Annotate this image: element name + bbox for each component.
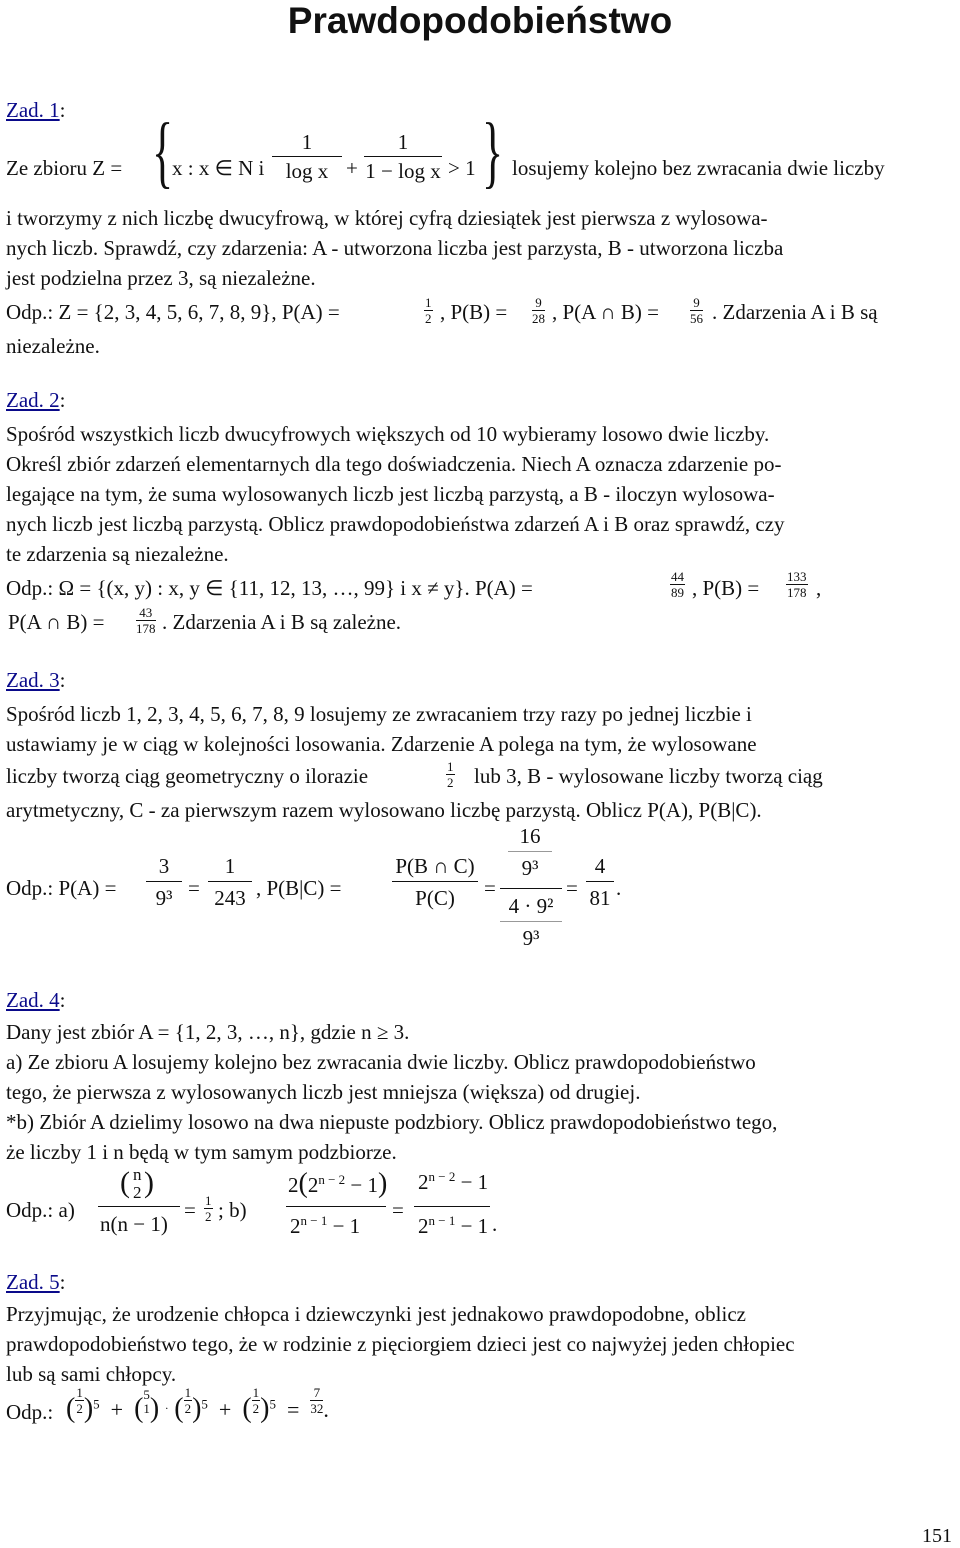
- zad4-line2: a) Ze zbioru A losujemy kolejno bez zwracania dwie liczby. Oblicz prawdopodobieństwo: [6, 1050, 756, 1074]
- zad3-eq2: =: [484, 876, 496, 900]
- left-brace-icon: {: [152, 108, 174, 196]
- zad3-result-frac: 4 81: [586, 856, 614, 909]
- zad4-eq-b: =: [392, 1198, 404, 1222]
- page-title: Prawdopodobieństwo: [287, 0, 673, 41]
- zad4-a-result-frac: 1 2: [205, 1193, 212, 1224]
- zad1-plus: +: [346, 156, 358, 180]
- zad4-b-frac-bar: [286, 1206, 386, 1207]
- zad3-answer: Odp.: P(A) =: [6, 876, 117, 900]
- binom-right-paren-icon: ): [144, 1166, 154, 1199]
- zad4-dot: .: [492, 1212, 498, 1236]
- zad3-line1: Spośród liczb 1, 2, 3, 4, 5, 6, 7, 8, 9 losujemy ze zwracaniem trzy razy po jednej liczbie i: [6, 702, 752, 726]
- zad5-line3: lub są sami chłopcy.: [6, 1362, 177, 1386]
- zad4-b-result-bar: [414, 1206, 490, 1207]
- zad3-compound-top: 16 9³: [508, 826, 552, 879]
- zad3-line3b: lub 3, B - wylosowane liczby tworzą ciąg: [474, 764, 823, 788]
- zad4-heading: Zad. 4:: [6, 988, 66, 1012]
- zad3-ratio-frac: 1 2: [447, 759, 454, 790]
- zad4-a-frac-bar: [98, 1206, 180, 1207]
- zad2-line4: nych liczb jest liczbą parzystą. Oblicz prawdopodobieństwa zdarzeń A i B oraz sprawdź, czy: [6, 512, 785, 536]
- zad2-answer-tail: . Zdarzenia A i B są zależne.: [162, 610, 402, 634]
- zad5-answer: Odp.:: [6, 1400, 54, 1424]
- zad1-answer-line2: niezależne.: [6, 334, 100, 358]
- zad1-frac2: 1 1 − log x: [365, 130, 441, 183]
- zad4-line4: *b) Zbiór A dzielimy losowo na dwa niepuste podzbiory. Oblicz prawdopodobieństwo tego,: [6, 1110, 778, 1134]
- zad2-pa-frac: 44 89: [671, 569, 684, 600]
- zad1-line3: nych liczb. Sprawdź, czy zdarzenia: A - utworzona liczba jest parzysta, B - utworzona liczba: [6, 236, 784, 260]
- zad1-set-condition: x : x ∈ N i: [172, 156, 265, 180]
- zad2-line1: Spośród wszystkich liczb dwucyfrowych większych od 10 wybieramy losowo dwie liczby.: [6, 422, 770, 446]
- zad3-eq1: =: [188, 876, 200, 900]
- zad2-line2: Określ zbiór zdarzeń elementarnych dla tego doświadczenia. Niech A oznacza zdarzenie po-: [6, 452, 782, 476]
- zad5-line1: Przyjmując, że urodzenie chłopca i dziewczynki jest jednakowo prawdopodobne, oblicz: [6, 1302, 746, 1326]
- zad4-b-numerator: $2(2^{n - 2} - 1)$: [288, 1168, 388, 1199]
- zad1-frac1: 1 log x: [272, 132, 342, 182]
- zad1-pb-label: , P(B) =: [440, 300, 508, 324]
- zad2-heading: Zad. 2:: [6, 388, 66, 412]
- zad2-answer: Odp.: Ω = {(x, y) : x, y ∈ {11, 12, 13, …, 99} i x ≠ y}. P(A) =: [6, 576, 533, 600]
- zad3-pa-frac1: 3 9³: [146, 856, 182, 909]
- zad3-pa-frac2: 1 243: [208, 856, 252, 909]
- zad2-pab-frac: 43 178: [136, 605, 156, 636]
- zad3-compound-bottom: 4 · 9² 9³: [500, 896, 562, 949]
- zad3-compound-main-bar: [500, 888, 562, 889]
- binom-left-paren-icon: (: [120, 1166, 130, 1199]
- zad1-answer: Odp.: Z = {2, 3, 4, 5, 6, 7, 8, 9}, P(A) =: [6, 300, 340, 324]
- zad1-pb-frac: 9 28: [532, 295, 545, 326]
- zad4-separator: ; b): [218, 1198, 247, 1222]
- zad2-line5: te zdarzenia są niezależne.: [6, 542, 229, 566]
- page-number: 151: [922, 1525, 952, 1547]
- zad3-eq3: =: [566, 876, 578, 900]
- zad3-heading: Zad. 3:: [6, 668, 66, 692]
- zad4-b-denominator: $2^{n - 1} - 1$: [290, 1213, 361, 1238]
- zad1-pab-label: , P(A ∩ B) =: [552, 300, 659, 324]
- zad5-heading: Zad. 5:: [6, 1270, 66, 1294]
- zad1-set-lead: Ze zbioru Z =: [6, 156, 123, 180]
- zad1-line4: jest podzielna przez 3, są niezależne.: [6, 266, 316, 290]
- zad2-pab-label: P(A ∩ B) =: [8, 610, 105, 634]
- zad1-pa-frac: 1 2: [425, 295, 432, 326]
- zad2-pb-frac: 133 178: [787, 569, 807, 600]
- zad3-pbc-label: , P(B|C) =: [256, 876, 342, 900]
- zad4-binom-k: 2: [133, 1183, 142, 1202]
- zad5-line2: prawdopodobieństwo tego, że w rodzinie z pięciorgiem dzieci jest co najwyżej jeden chłopiec: [6, 1332, 795, 1356]
- zad4-b-result-denominator: $2^{n - 1} - 1$: [418, 1213, 489, 1238]
- right-brace-icon: }: [482, 108, 504, 196]
- zad4-line3: tego, że pierwsza z wylosowanych liczb jest mniejsza (większa) od drugiej.: [6, 1080, 641, 1104]
- zad1-line2: i tworzymy z nich liczbę dwucyfrową, w której cyfrą dziesiątek jest pierwsza z wylosowa-: [6, 206, 768, 230]
- zad3-pbc-frac: P(B ∩ C) P(C): [392, 856, 478, 909]
- zad5-expression: ( $\frac{1}{2}$ )$^5$ + (5 1) · ( $\frac{1}{2}$ )$^5$ + ( $\frac{1}{2}$ )$^5$ = $\frac{7}{32}$ .: [66, 1385, 329, 1424]
- zad2-pb-label: , P(B) =: [692, 576, 760, 600]
- zad4-answer: Odp.: a): [6, 1198, 75, 1222]
- zad3-line2: ustawiamy je w ciąg w kolejności losowania. Zdarzenie A polega na tym, że wylosowane: [6, 732, 757, 756]
- zad1-heading: Zad. 1:: [6, 98, 66, 122]
- zad4-eq-a: =: [184, 1198, 196, 1222]
- zad4-a-denominator: n(n − 1): [100, 1212, 168, 1236]
- zad3-line4: arytmetyczny, C - za pierwszym razem wylosowano liczbę parzystą. Oblicz P(A), P(B|C).: [6, 798, 762, 822]
- zad1-gt: > 1: [448, 156, 476, 180]
- zad1-set-tail: losujemy kolejno bez zwracania dwie liczby: [512, 156, 885, 180]
- zad4-binom-n: n: [133, 1165, 142, 1184]
- zad1-answer-tail: . Zdarzenia A i B są: [712, 300, 878, 324]
- zad2-comma: ,: [816, 576, 822, 600]
- zad4-line1: Dany jest zbiór A = {1, 2, 3, …, n}, gdzie n ≥ 3.: [6, 1020, 410, 1044]
- zad3-line3a: liczby tworzą ciąg geometryczny o ilorazie: [6, 764, 369, 788]
- zad2-line3: legające na tym, że suma wylosowanych liczb jest liczbą parzystą, a B - iloczyn wylosowa-: [6, 482, 775, 506]
- zad3-dot: .: [616, 876, 622, 900]
- zad1-pab-frac: 9 56: [690, 295, 703, 326]
- zad4-b-result-numerator: $2^{n - 2} - 1$: [418, 1169, 489, 1194]
- zad4-line5: że liczby 1 i n będą w tym samym podzbiorze.: [6, 1140, 397, 1164]
